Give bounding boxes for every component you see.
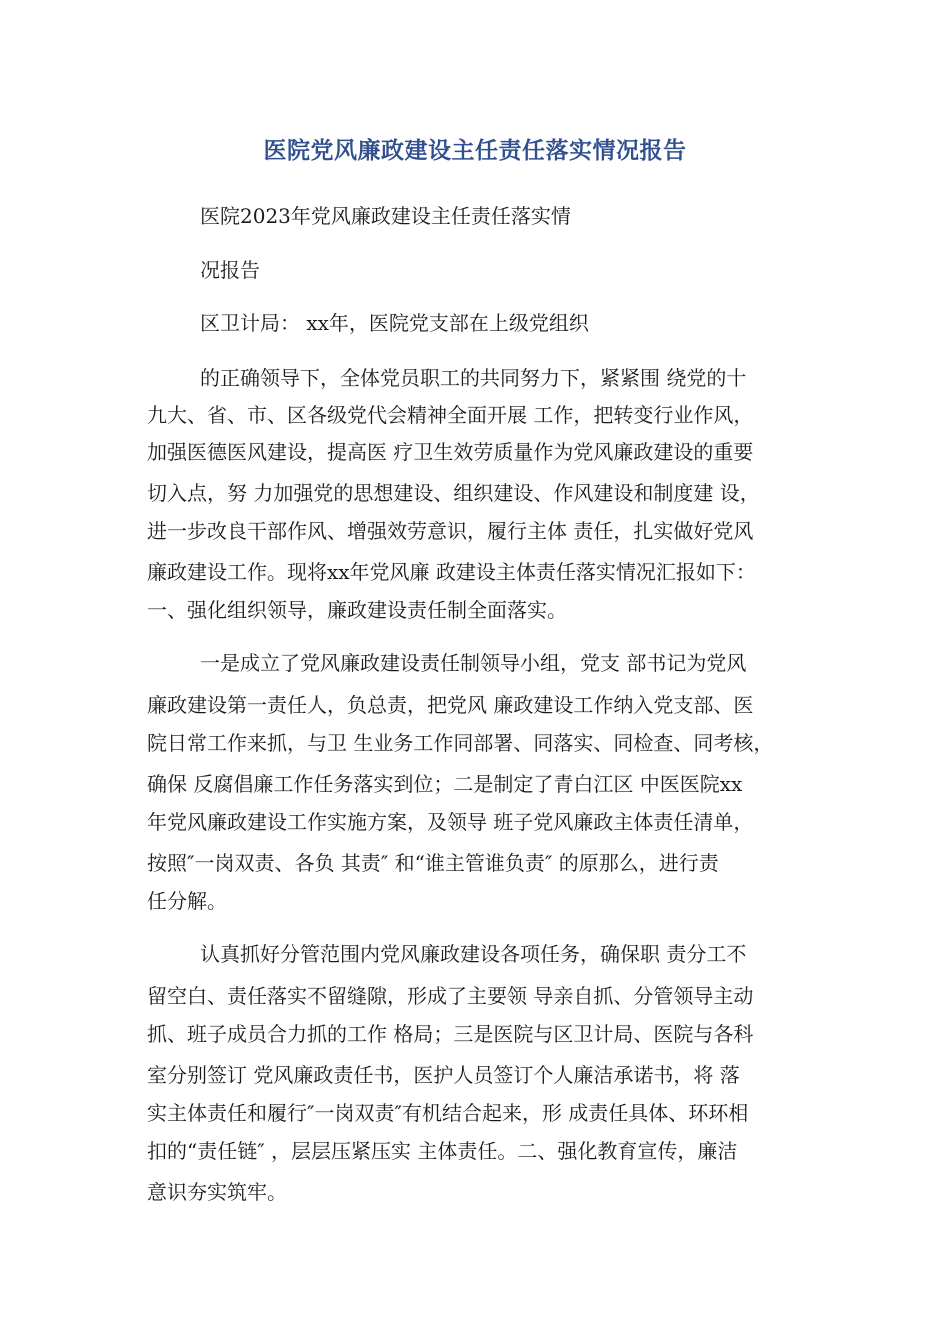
text-line: 意识夯实筑牢。 bbox=[147, 1180, 287, 1204]
text-line: 加强医德医风建设，提高医 疗卫生效劳质量作为党风廉政建设的重要 bbox=[147, 440, 754, 464]
text-line: 确保 反腐倡廉工作任务落实到位；二是制定了青白江区 中医医院xx bbox=[147, 772, 743, 796]
text-line: 区卫计局： xx年，医院党支部在上级党组织 bbox=[200, 311, 589, 335]
text-line: 况报告 bbox=[200, 258, 260, 282]
text-line: 切入点，努 力加强党的思想建设、组织建设、作风建设和制度建 设， bbox=[147, 481, 760, 505]
text-line: 室分别签订 党风廉政责任书，医护人员签订个人廉洁承诺书，将 落 bbox=[147, 1063, 740, 1087]
text-line: 廉政建设工作。现将xx年党风廉 政建设主体责任落实情况汇报如下： bbox=[147, 560, 756, 584]
text-line: 留空白、责任落实不留缝隙，形成了主要领 导亲自抓、分管领导主动 bbox=[147, 984, 754, 1008]
text-line: 扣的“责任链″ ，层层压紧压实 主体责任。二、强化教育宣传，廉洁 bbox=[147, 1139, 738, 1163]
text-line: 实主体责任和履行″一岗双责″有机结合起来，形 成责任具体、环环相 bbox=[147, 1101, 749, 1125]
text-line: 的正确领导下，全体党员职工的共同努力下，紧紧围 绕党的十 bbox=[200, 366, 747, 390]
text-line: 一是成立了党风廉政建设责任制领导小组，党支 部书记为党风 bbox=[200, 651, 747, 675]
text-line: 任分解。 bbox=[147, 889, 227, 913]
document-title: 医院党风廉政建设主任责任落实情况报告 bbox=[263, 138, 687, 164]
text-line: 年党风廉政建设工作实施方案，及领导 班子党风廉政主体责任清单， bbox=[147, 810, 754, 834]
text-line: 认真抓好分管范围内党风廉政建设各项任务，确保职 责分工不 bbox=[200, 942, 747, 966]
text-line: 医院2023年党风廉政建设主任责任落实情 bbox=[200, 204, 571, 228]
text-line: 按照″一岗双责、各负 其责″ 和“谁主管谁负责″ 的原那么，进行责 bbox=[147, 851, 719, 875]
text-line: 九大、省、市、区各级党代会精神全面开展 工作，把转变行业作风， bbox=[147, 403, 754, 427]
text-line: 廉政建设第一责任人，负总责，把党风 廉政建设工作纳入党支部、医 bbox=[147, 693, 754, 717]
text-line: 进一步改良干部作风、增强效劳意识，履行主体 责任，扎实做好党风 bbox=[147, 519, 754, 543]
text-line: 抓、班子成员合力抓的工作 格局；三是医院与区卫计局、医院与各科 bbox=[147, 1022, 754, 1046]
section-heading: 一、强化组织领导，廉政建设责任制全面落实。 bbox=[147, 598, 567, 622]
text-line: 院日常工作来抓，与卫 生业务工作同部署、同落实、同检查、同考核， bbox=[147, 731, 774, 755]
